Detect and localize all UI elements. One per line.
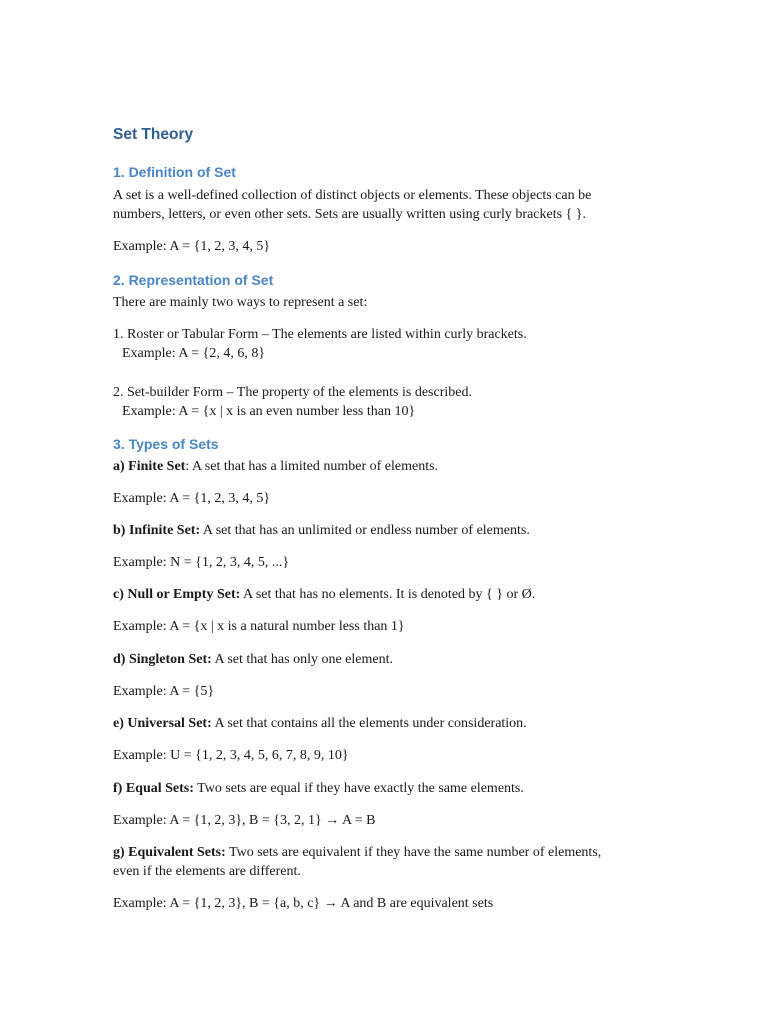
definition-paragraph-line-1: A set is a well-defined collection of distinct objects or elements. These objects can be — [113, 188, 592, 203]
equivalent-sets-definition — [113, 843, 601, 862]
equivalent-sets-definition-line-2: even if the elements are different. — [113, 864, 301, 879]
set-builder-form-item: 2. Set-builder Form – The property of the elements is described. — [113, 385, 472, 400]
finite-set-definition — [113, 457, 438, 476]
singleton-set-desc: A set that has only one element. — [211, 652, 393, 667]
infinite-set-desc: A set that has an unlimited or endless number of elements. — [200, 523, 530, 538]
section-heading-representation: 2. Representation of Set — [113, 272, 274, 288]
empty-set-example: Example: A = {x | x is a natural number less than 1} — [113, 619, 405, 634]
singleton-set-term: d) Singleton Set: — [113, 652, 212, 667]
document-title: Set Theory — [113, 126, 194, 143]
definition-paragraph-line-2: numbers, letters, or even other sets. Sets are usually written using curly brackets { }. — [113, 207, 586, 222]
universal-set-term: e) Universal Set: — [113, 716, 212, 731]
singleton-set-example: Example: A = {5} — [113, 684, 215, 699]
universal-set-desc: A set that contains all the elements under consideration. — [211, 716, 527, 731]
equivalent-sets-term: g) Equivalent Sets: — [113, 845, 226, 860]
roster-form-item: 1. Roster or Tabular Form – The elements are listed within curly brackets. — [113, 327, 527, 342]
universal-set-example: Example: U = {1, 2, 3, 4, 5, 6, 7, 8, 9, 10} — [113, 748, 349, 763]
infinite-set-example: Example: N = {1, 2, 3, 4, 5, ...} — [113, 555, 290, 570]
empty-set-term: c) Null or Empty Set: — [113, 587, 241, 602]
empty-set-definition — [113, 585, 535, 604]
set-builder-form-example: Example: A = {x | x is an even number less than 10} — [122, 404, 416, 419]
roster-form-example: Example: A = {2, 4, 6, 8} — [122, 346, 266, 361]
equivalent-sets-desc: Two sets are equivalent if they have the same number of elements, — [225, 845, 602, 860]
infinite-set-term: b) Infinite Set: — [113, 523, 201, 538]
section-heading-types: 3. Types of Sets — [113, 436, 219, 452]
infinite-set-definition — [113, 521, 530, 540]
empty-set-desc: A set that has no elements. It is denoted by { } or Ø. — [240, 587, 536, 602]
section-heading-definition: 1. Definition of Set — [113, 164, 236, 180]
equal-sets-desc: Two sets are equal if they have exactly the same elements. — [193, 781, 524, 796]
equal-sets-example: Example: A = {1, 2, 3}, B = {3, 2, 1} → A = B — [113, 813, 376, 828]
definition-example: Example: A = {1, 2, 3, 4, 5} — [113, 239, 271, 254]
finite-set-term: a) Finite Set — [113, 459, 186, 474]
universal-set-definition — [113, 714, 527, 733]
finite-set-example: Example: A = {1, 2, 3, 4, 5} — [113, 491, 271, 506]
equal-sets-definition — [113, 779, 524, 798]
equivalent-sets-example: Example: A = {1, 2, 3}, B = {a, b, c} → A and B are equivalent sets — [113, 896, 494, 911]
singleton-set-definition — [113, 650, 393, 669]
representation-intro: There are mainly two ways to represent a set: — [113, 295, 368, 310]
finite-set-desc: : A set that has a limited number of elements. — [185, 459, 439, 474]
equal-sets-term: f) Equal Sets: — [113, 781, 194, 796]
